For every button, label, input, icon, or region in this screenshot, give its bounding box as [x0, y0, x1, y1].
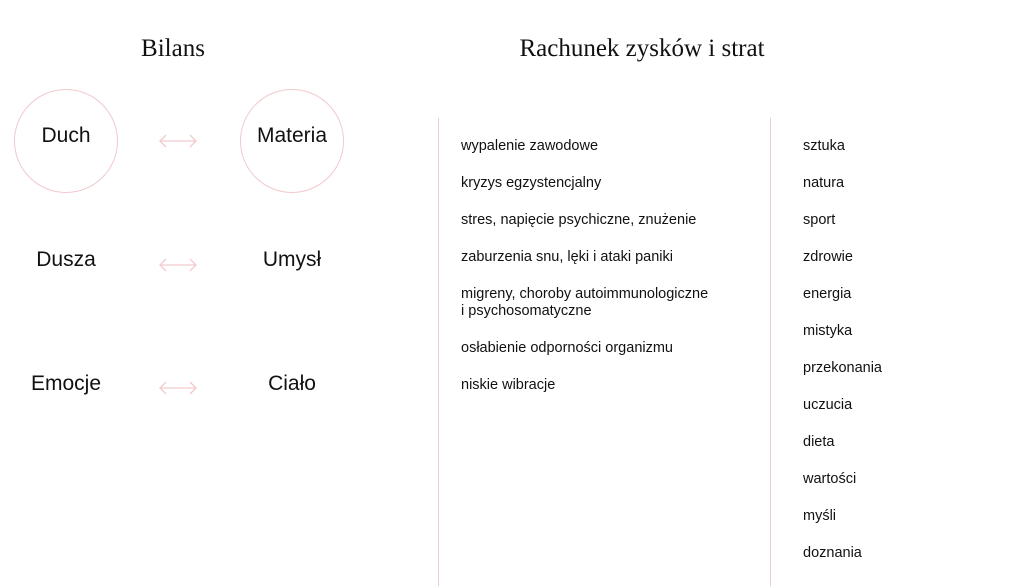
gain-item: energia — [803, 286, 852, 302]
gain-item: natura — [803, 175, 845, 191]
pair-left-label: Dusza — [36, 248, 96, 271]
pair-right-label: Ciało — [268, 372, 316, 395]
gain-item: wartości — [803, 471, 857, 487]
loss-item: kryzys egzystencjalny — [461, 175, 602, 191]
loss-item: stres, napięcie psychiczne, znużenie — [461, 212, 697, 228]
gains-list — [803, 138, 882, 582]
gain-item: dieta — [803, 434, 835, 450]
double-arrow-icon — [158, 258, 198, 272]
pair-left-label: Duch — [41, 124, 91, 147]
gain-item: doznania — [803, 545, 862, 561]
pair-left-label: Emocje — [30, 372, 102, 395]
losses-list — [461, 138, 708, 414]
double-arrow-icon — [158, 134, 198, 148]
loss-item: niskie wibracje — [461, 377, 556, 393]
gain-item: uczucia — [803, 397, 853, 413]
pair-right-label: Umysł — [262, 248, 322, 271]
loss-item: wypalenie zawodowe — [461, 138, 599, 154]
gain-item: mistyka — [803, 323, 853, 339]
divider-line-left — [438, 118, 439, 586]
gain-item: sztuka — [803, 138, 845, 154]
gain-item: przekonania — [803, 360, 882, 376]
double-arrow-icon — [158, 381, 198, 395]
divider-line-right — [770, 118, 771, 586]
bilans-title: Bilans — [141, 35, 205, 62]
pair-right-label: Materia — [256, 124, 328, 147]
gain-item: myśli — [803, 508, 837, 524]
loss-item: zaburzenia snu, lęki i ataki paniki — [461, 249, 673, 265]
loss-item: migreny, choroby autoimmunologiczne i psychosomatyczne — [461, 286, 709, 319]
gain-item: zdrowie — [803, 249, 853, 265]
rachunek-title: Rachunek zysków i strat — [519, 35, 765, 62]
loss-item: osłabienie odporności organizmu — [461, 340, 673, 356]
gain-item: sport — [803, 212, 836, 228]
